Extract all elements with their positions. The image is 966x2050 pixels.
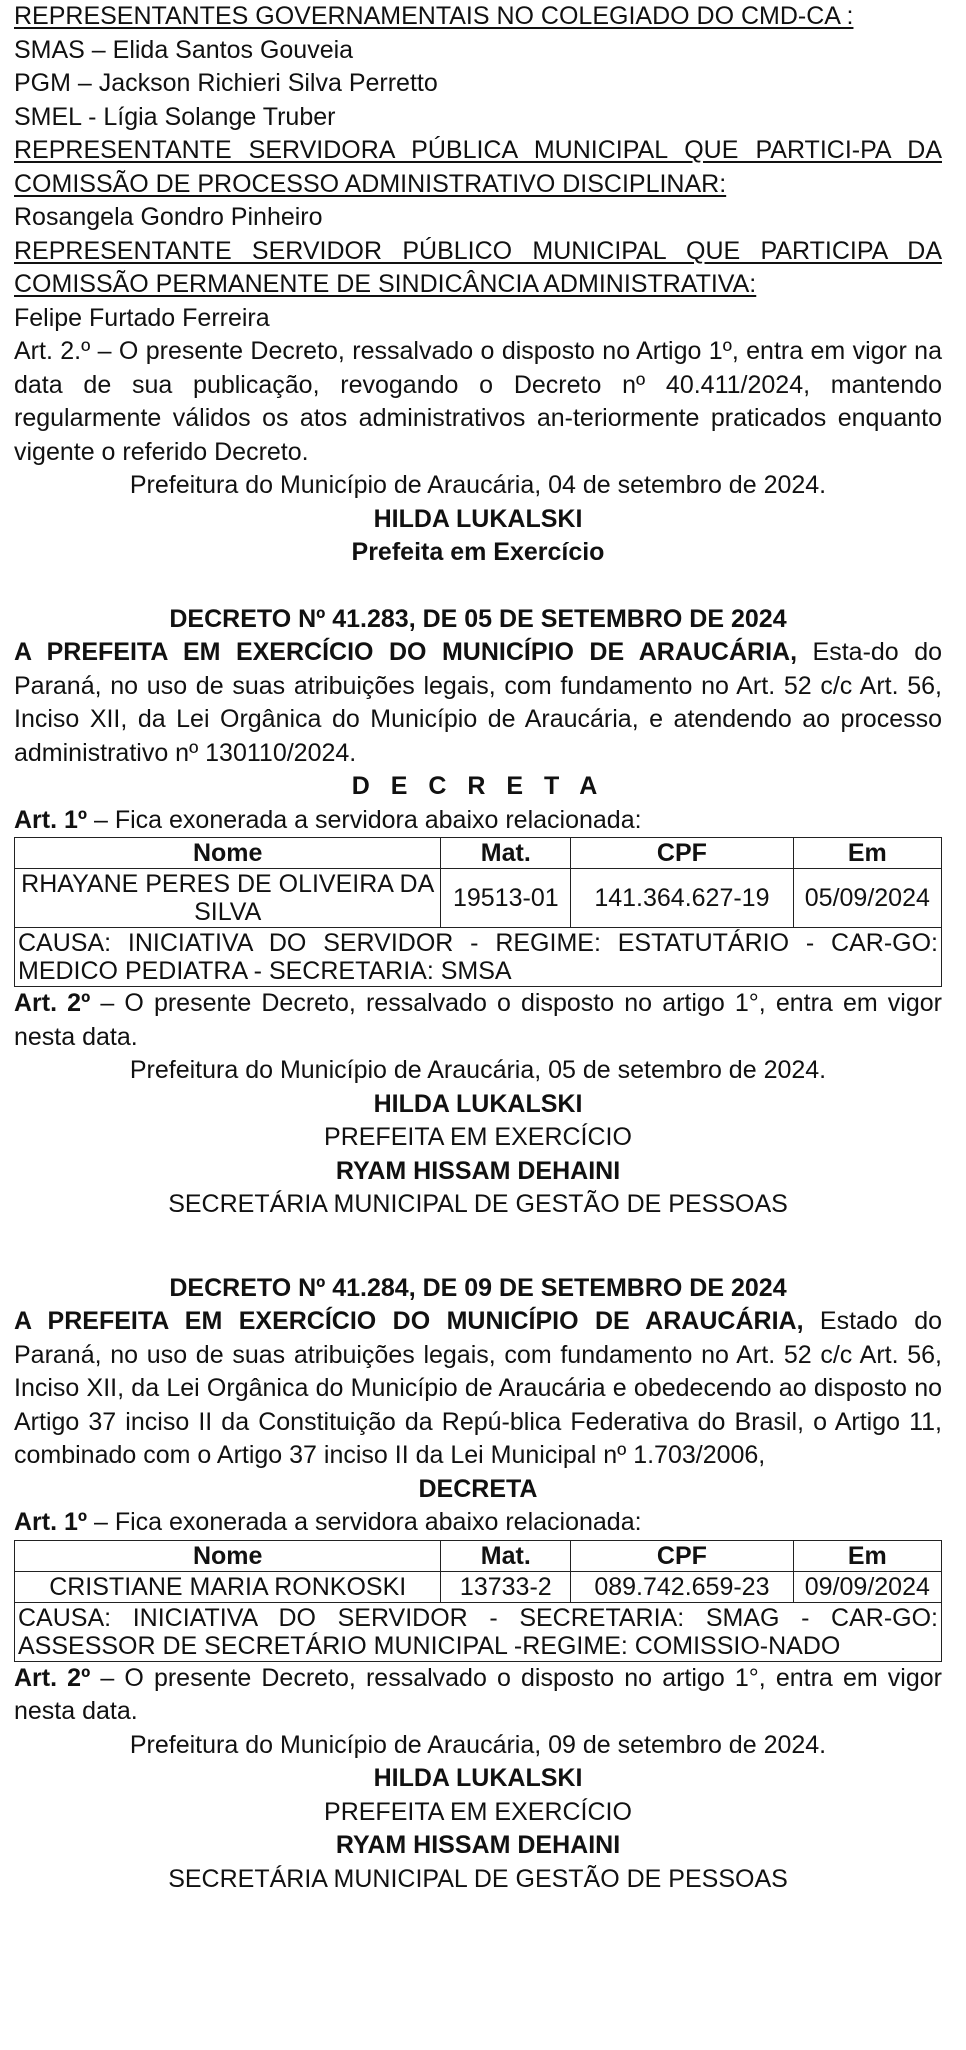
section-spacer: [14, 1222, 942, 1272]
col-header-date: Em: [793, 838, 941, 869]
cell-date: 09/09/2024: [793, 1571, 941, 1602]
table-header-row: [15, 838, 942, 869]
article-1: [14, 1506, 942, 1540]
cell-cpf: 141.364.627-19: [571, 869, 793, 928]
gov-member: PGM – Jackson Richieri Silva Perretto: [14, 69, 438, 97]
cell-cause: CAUSA: INICIATIVA DO SERVIDOR - REGIME: ESTATUTÁRIO - CAR-GO: MEDICO PEDIATRA - SECRETARIA: SMSA: [15, 928, 942, 987]
section-spacer: [14, 570, 942, 603]
preamble-bold: A PREFEITA EM EXERCÍCIO DO MUNICÍPIO DE ARAUCÁRIA,: [14, 1307, 804, 1335]
cell-name: RHAYANE PERES DE OLIVEIRA DA SILVA: [15, 869, 441, 928]
article-2-text: – O presente Decreto, ressalvado o disposto no artigo 1°, entra em vigor nesta data.: [14, 989, 942, 1051]
table-cause-row: [15, 928, 942, 987]
article-1-text: – Fica exonerada a servidora abaixo relacionada:: [87, 1508, 642, 1536]
cell-mat: 19513-01: [441, 869, 571, 928]
article-2: [14, 1662, 942, 1729]
decree-title: DECRETO Nº 41.283, DE 05 DE SETEMBRO DE 2024: [169, 604, 787, 633]
decree-preamble: [14, 636, 942, 770]
exoneration-table: [14, 837, 942, 987]
signer-name: HILDA LUKALSKI: [373, 504, 583, 533]
signer-name: HILDA LUKALSKI: [373, 1089, 583, 1118]
heading-servidora-rep: REPRESENTANTE SERVIDORA PÚBLICA MUNICIPAL QUE PARTICI-PA DA COMISSÃO DE PROCESSO ADMINISTRATIVO DISCIPLINAR:: [14, 136, 942, 198]
table-cause-row: [15, 1602, 942, 1661]
signer-title: PREFEITA EM EXERCÍCIO: [324, 1797, 632, 1826]
cell-cause: CAUSA: INICIATIVA DO SERVIDOR - SECRETARIA: SMAG - CAR-GO: ASSESSOR DE SECRETÁRIO MUNICIPAL -REGIME: COMISSIO-NADO: [15, 1602, 942, 1661]
signer-name: HILDA LUKALSKI: [373, 1764, 583, 1792]
gov-member: SMEL - Lígia Solange Truber: [14, 102, 336, 131]
cell-name: CRISTIANE MARIA RONKOSKI: [15, 1571, 441, 1602]
decree-title: DECRETO Nº 41.284, DE 09 DE SETEMBRO DE 2024: [169, 1273, 787, 1302]
gov-member: SMAS – Elida Santos Gouveia: [14, 35, 354, 64]
col-header-name: Nome: [15, 838, 441, 869]
col-header-mat: Mat.: [441, 838, 571, 869]
place-date: Prefeitura do Município de Araucária, 04 de setembro de 2024.: [129, 471, 827, 499]
place-date: Prefeitura do Município de Araucária, 05 de setembro de 2024.: [129, 1056, 827, 1084]
decreta-heading: DECRETA: [418, 1474, 538, 1503]
col-header-cpf: CPF: [571, 838, 793, 869]
cell-date: 05/09/2024: [793, 869, 941, 928]
exoneration-table: [14, 1540, 942, 1662]
article-1-label: Art. 1º: [14, 805, 88, 834]
heading-governmental-reps: REPRESENTANTES GOVERNAMENTAIS NO COLEGIADO DO CMD-CA :: [14, 2, 854, 30]
col-header-name: Nome: [15, 1540, 441, 1571]
col-header-cpf: CPF: [571, 1540, 793, 1571]
col-header-mat: Mat.: [441, 1540, 571, 1571]
servidor-rep-name: Felipe Furtado Ferreira: [14, 303, 270, 332]
signer-title: PREFEITA EM EXERCÍCIO: [324, 1123, 632, 1151]
article-2-label: Art. 2º: [14, 989, 91, 1017]
table-header-row: [15, 1540, 942, 1571]
article-2: [14, 987, 942, 1054]
signer-title: Prefeita em Exercício: [351, 538, 605, 566]
article-1-label: Art. 1º: [14, 1508, 88, 1536]
secretary-title: SECRETÁRIA MUNICIPAL DE GESTÃO DE PESSOAS: [168, 1864, 788, 1893]
decreta-heading: D E C R E T A: [351, 772, 605, 800]
cell-cpf: 089.742.659-23: [571, 1571, 793, 1602]
preamble-bold: A PREFEITA EM EXERCÍCIO DO MUNICÍPIO DE ARAUCÁRIA,: [14, 638, 798, 666]
secretary-title: SECRETÁRIA MUNICIPAL DE GESTÃO DE PESSOAS: [168, 1190, 788, 1218]
secretary-name: RYAM HISSAM DEHAINI: [335, 1156, 621, 1185]
col-header-date: Em: [793, 1540, 941, 1571]
article-2-text: – O presente Decreto, ressalvado o disposto no artigo 1°, entra em vigor nesta data.: [14, 1663, 942, 1725]
table-row: [15, 869, 942, 928]
cell-mat: 13733-2: [441, 1571, 571, 1602]
preamble-text: Estado do Paraná, no uso de suas atribuições legais, com fundamento no Art. 52 c/c Art. 56, Inciso XII, da Lei Orgânica do Município de Araucária e obedecendo ao disposto no Artigo 37 inciso II da Constituição da Repú-blica Federativa do Brasil, o Artigo 11, combinado com o Artigo 37 inciso II da Lei Municipal nº 1.703/2006,: [14, 1307, 942, 1469]
place-date: Prefeitura do Município de Araucária, 09 de setembro de 2024.: [129, 1730, 827, 1759]
decree-preamble: [14, 1305, 942, 1473]
table-row: [15, 1571, 942, 1602]
article-1-text: – Fica exonerada a servidora abaixo relacionada:: [87, 805, 642, 834]
secretary-name: RYAM HISSAM DEHAINI: [335, 1831, 621, 1859]
preamble-text: Esta-do do Paraná, no uso de suas atribuições legais, com fundamento no Art. 52 c/c Art. 56, Inciso XII, da Lei Orgânica do Município de Araucária, e atendendo ao processo administrativo nº 130110/2024.: [14, 638, 943, 767]
article-2-label: Art. 2º: [14, 1663, 91, 1692]
article-1: [14, 804, 942, 838]
servidora-rep-name: Rosangela Gondro Pinheiro: [14, 203, 323, 231]
heading-servidor-rep: REPRESENTANTE SERVIDOR PÚBLICO MUNICIPAL QUE PARTICIPA DA COMISSÃO PERMANENTE DE SINDICÂNCIA ADMINISTRATIVA:: [14, 236, 942, 298]
article-2-text: Art. 2.º – O presente Decreto, ressalvado o disposto no Artigo 1º, entra em vigor na data de sua publicação, revogando o Decreto nº 40.411/2024, mantendo regularmente válidos os atos administrativos an-teriormente praticados enquanto vigente o referido Decreto.: [14, 337, 942, 466]
